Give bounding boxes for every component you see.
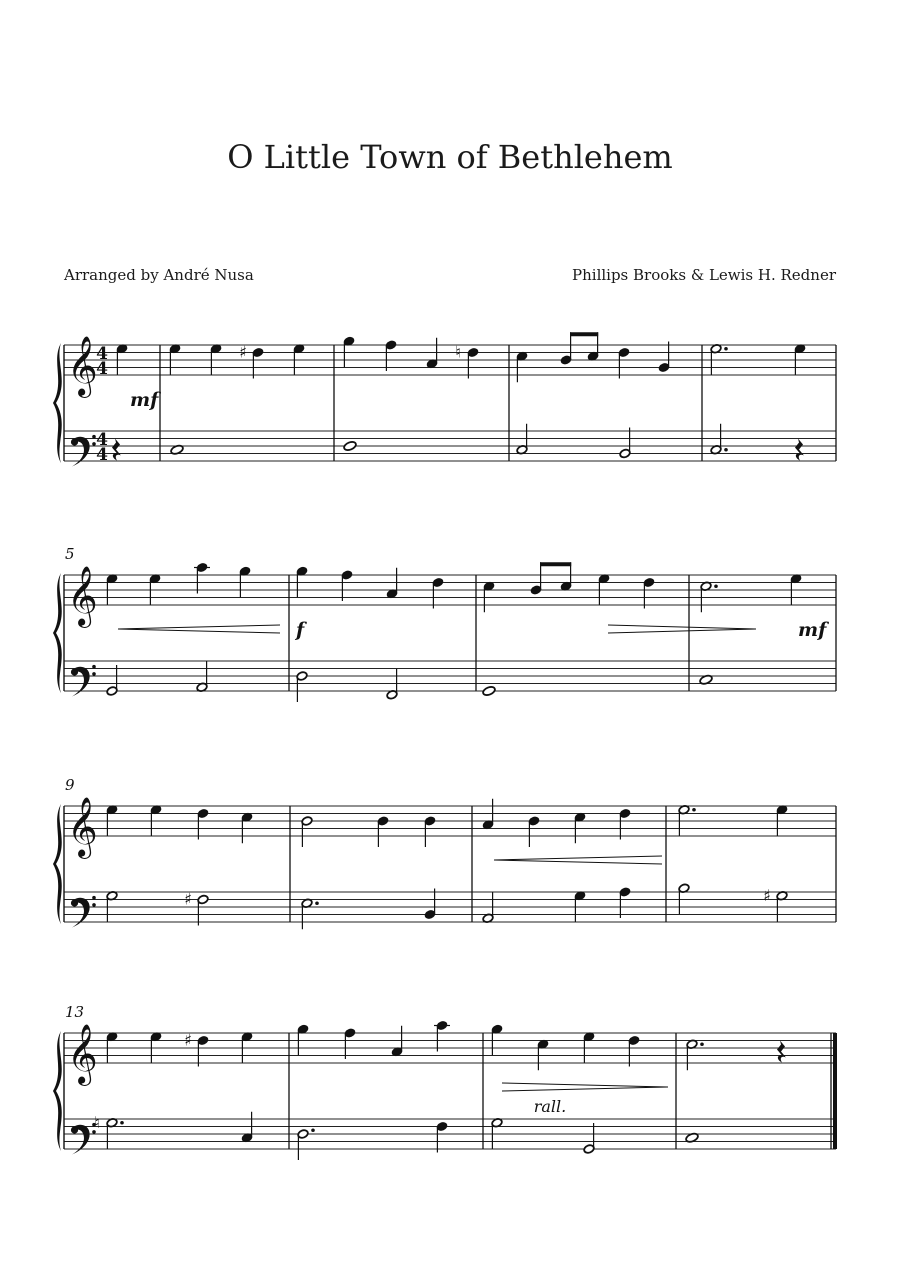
augmentation-dot (724, 347, 728, 351)
beam (570, 332, 598, 336)
crescendo-hairpin (118, 625, 280, 629)
bass-clef-dot (92, 896, 96, 900)
natural-accidental: ♮ (94, 1112, 100, 1132)
time-signature-top: 4 (96, 430, 108, 450)
augmentation-dot (714, 584, 718, 588)
treble-clef: 𝄞 (67, 336, 98, 396)
diminuendo-hairpin (502, 1083, 668, 1087)
bass-clef-head (71, 899, 78, 906)
diminuendo-hairpin (608, 625, 756, 629)
diminuendo-hairpin (502, 1087, 668, 1091)
augmentation-dot (724, 448, 728, 452)
system-1 (53, 332, 836, 466)
crescendo-hairpin (494, 860, 662, 864)
dynamic-marking: mf (130, 389, 159, 411)
notehead (343, 440, 357, 451)
arranger-credit: Arranged by André Nusa (64, 266, 254, 284)
sharp-accidental: ♯ (763, 885, 771, 905)
bass-clef-dot (92, 665, 96, 669)
quarter-rest (795, 439, 804, 461)
system-4 (53, 1003, 836, 1160)
sharp-accidental: ♯ (184, 889, 192, 909)
treble-clef: 𝄞 (67, 797, 98, 857)
sharp-accidental: ♯ (184, 1030, 192, 1050)
composer-credit: Phillips Brooks & Lewis H. Redner (572, 266, 836, 284)
measure-number: 13 (65, 1003, 85, 1021)
dynamic-marking: f (296, 619, 305, 641)
bass-clef-head (71, 1126, 78, 1133)
dynamic-marking: mf (798, 619, 827, 641)
grand-staff-brace (53, 573, 62, 693)
diminuendo-hairpin (608, 629, 756, 633)
bass-clef (71, 435, 96, 467)
crescendo-hairpin (494, 856, 662, 860)
sharp-accidental: ♯ (239, 342, 247, 362)
augmentation-dot (315, 901, 319, 905)
system-2 (53, 545, 836, 702)
grand-staff-brace (53, 343, 62, 463)
beam (540, 562, 571, 566)
bass-clef (71, 665, 96, 697)
treble-clef: 𝄞 (67, 566, 98, 626)
grand-staff-brace (53, 1031, 62, 1151)
system-3 (53, 776, 836, 929)
natural-accidental: ♮ (455, 342, 461, 362)
bass-clef (71, 896, 96, 928)
augmentation-dot (700, 1042, 704, 1046)
grand-staff-brace (53, 804, 62, 924)
treble-clef: 𝄞 (67, 1024, 98, 1084)
augmentation-dot (692, 808, 696, 812)
time-signature-bottom: 4 (96, 359, 108, 379)
measure-number: 5 (65, 545, 75, 563)
notehead (482, 685, 496, 696)
bass-clef-dot (92, 903, 96, 907)
score-title: O Little Town of Bethlehem (227, 138, 673, 176)
quarter-rest (112, 439, 121, 461)
augmentation-dot (120, 1121, 124, 1125)
time-signature-top: 4 (96, 344, 108, 364)
augmentation-dot (311, 1128, 315, 1132)
crescendo-hairpin (118, 629, 280, 633)
time-signature-bottom: 4 (96, 445, 108, 465)
expression-text: rall. (533, 1097, 567, 1116)
bass-clef-dot (92, 672, 96, 676)
bass-clef-head (71, 668, 78, 675)
quarter-rest (777, 1041, 786, 1063)
bass-clef-head (71, 438, 78, 445)
bass-clef (71, 1123, 96, 1155)
measure-number: 9 (65, 776, 75, 794)
